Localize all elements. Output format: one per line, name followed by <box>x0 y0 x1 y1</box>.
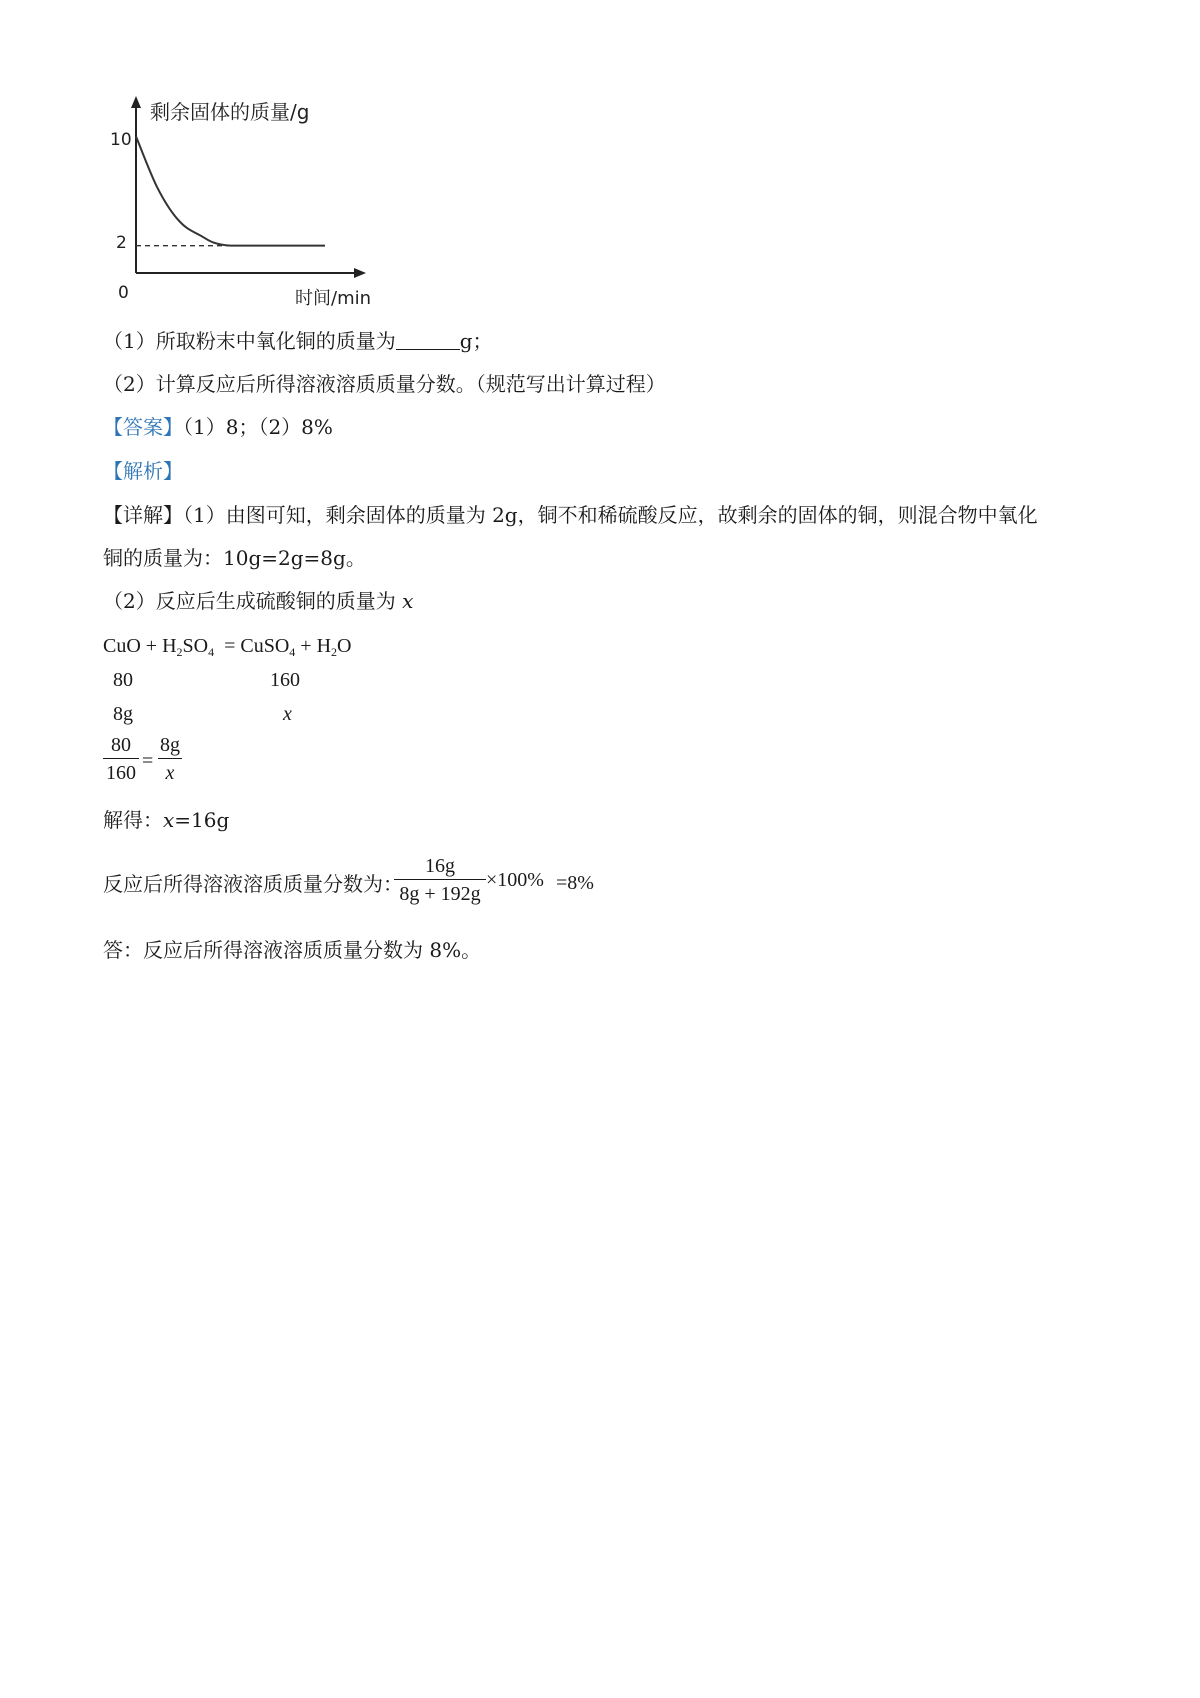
mass-fraction-fraction <box>394 853 486 908</box>
formula-h2o: $H_2O$ <box>316 635 352 659</box>
y-tick-label-2: 2 <box>116 233 127 253</box>
answer-tag: 【答案】 <box>103 415 183 439</box>
x-axis-label: 时间/min <box>295 288 372 309</box>
fraction-numerator: 8g <box>160 734 180 756</box>
detail-text-3: （2）反应后生成硫酸铜的质量为 <box>103 589 403 613</box>
formula-h2so4: $H_2SO_4$ <box>162 635 215 659</box>
equals-sign: = <box>224 635 236 657</box>
fraction-8g-x <box>158 732 182 787</box>
question-1-text: （1）所取粉末中氧化铜的质量为 <box>103 329 396 353</box>
mass-cuo: 8g <box>113 703 133 725</box>
y-axis-arrow <box>131 96 141 108</box>
solve-prefix: 解得： <box>103 808 163 832</box>
mass-curve <box>136 136 325 245</box>
detail-line-3 <box>103 589 413 613</box>
plus-sign-1: + <box>145 635 158 657</box>
solve-result: =16g <box>174 808 230 832</box>
mass-fraction-result: =8% <box>556 872 594 894</box>
question-1-unit: g； <box>459 329 493 353</box>
mass-fraction-prefix: 反应后所得溶液溶质质量分数为： <box>103 872 403 896</box>
answer-text: （1）8；（2）8% <box>183 415 333 439</box>
origin-label: 0 <box>118 283 129 303</box>
detail-line-2: 铜的质量为：10g=2g=8g。 <box>103 546 366 570</box>
analysis-tag: 【解析】 <box>103 459 183 483</box>
fraction-numerator: 80 <box>111 734 131 756</box>
y-axis-label: 剩余固体的质量/g <box>150 100 310 124</box>
solve-variable: x <box>163 808 175 832</box>
plus-sign-2: + <box>300 635 312 657</box>
fraction-numerator: 16g <box>425 855 455 877</box>
proportion-equals: = <box>142 750 154 772</box>
chemical-equation <box>103 634 351 664</box>
formula-cuso4: CuSO$_4$ <box>240 635 296 659</box>
times-100-percent: ×100% <box>486 869 544 891</box>
variable-x: x <box>402 589 414 613</box>
x-axis-arrow <box>354 268 366 278</box>
fraction-denominator: 8g + 192g <box>399 883 481 905</box>
answer-blank <box>396 331 460 350</box>
question-1 <box>103 329 493 353</box>
mass-time-chart <box>100 90 400 320</box>
detail-tag: 【详解】 <box>103 503 183 527</box>
detail-line-1 <box>103 503 1038 527</box>
molar-mass-cuso4: 160 <box>270 669 300 691</box>
conclusion: 答：反应后所得溶液溶质质量分数为 8%。 <box>103 938 482 962</box>
fraction-denominator: x <box>165 762 175 784</box>
y-tick-label-10: 10 <box>110 130 132 150</box>
mass-cuso4-x: x <box>283 703 292 725</box>
solve-line <box>103 808 229 832</box>
molar-mass-cuo: 80 <box>113 669 133 691</box>
fraction-denominator: 160 <box>106 762 136 784</box>
fraction-80-160 <box>103 732 139 787</box>
question-2: （2）计算反应后所得溶液溶质质量分数。（规范写出计算过程） <box>103 372 666 396</box>
answer-line <box>103 415 333 439</box>
formula-cuo: CuO <box>103 635 141 657</box>
detail-text-1: （1）由图可知，剩余固体的质量为 2g，铜不和稀硫酸反应，故剩余的固体的铜，则混合物中氧化 <box>183 503 1038 527</box>
